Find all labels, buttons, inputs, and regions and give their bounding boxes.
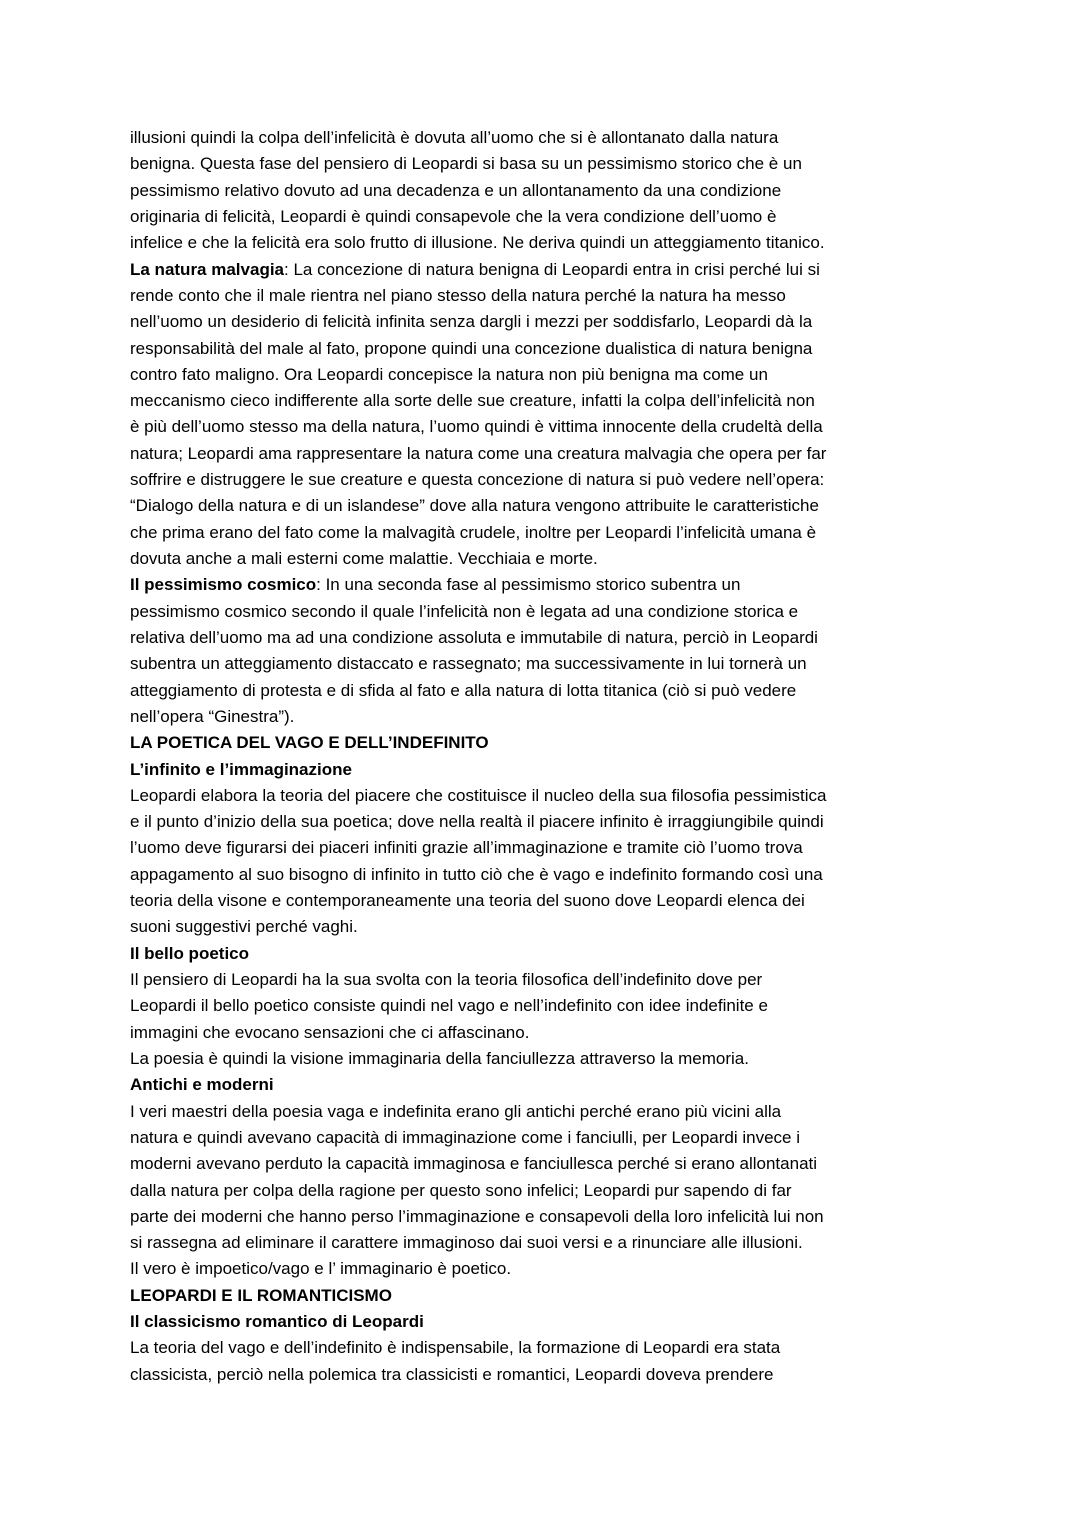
- bold-text-run: LA POETICA DEL VAGO E DELL’INDEFINITO: [130, 733, 489, 753]
- text-line: [130, 257, 970, 283]
- text-line: [130, 283, 970, 309]
- text-run: soffrire e distruggere le sue creature e questa concezione di natura si può vedere nell’opera:: [130, 470, 825, 490]
- text-run: Leopardi il bello poetico consiste quindi nel vago e nell’indefinito con idee indefinite e: [130, 996, 768, 1016]
- text-run: rende conto che il male rientra nel piano stesso della natura perché la natura ha messo: [130, 285, 786, 305]
- text-run: Il pensiero di Leopardi ha la sua svolta con la teoria filosofica dell’indefinito dove per: [130, 970, 763, 989]
- text-line: [130, 546, 970, 572]
- text-line: [130, 204, 970, 230]
- text-run: nell’opera “Ginestra”).: [130, 706, 295, 726]
- text-line: [130, 1020, 970, 1046]
- text-run: si rassegna ad eliminare il carattere immaginoso dai suoi versi e a rinunciare alle illusioni.: [130, 1233, 803, 1253]
- text-run: “Dialogo della natura e di un islandese” dove alla natura vengono attribuite le caratteristiche: [130, 496, 819, 516]
- text-line: [130, 1230, 970, 1256]
- bold-text-run: Antichi e moderni: [130, 1075, 274, 1095]
- text-run: : In una seconda fase al pessimismo storico subentra un: [316, 575, 741, 595]
- text-line: [130, 441, 970, 467]
- bold-text-run: LEOPARDI E IL ROMANTICISMO: [130, 1285, 392, 1305]
- text-line: [130, 599, 970, 625]
- text-line: [130, 993, 970, 1019]
- text-run: originaria di felicità, Leopardi è quindi consapevole che la vera condizione dell’uomo è: [130, 206, 777, 226]
- text-line: [130, 1256, 970, 1282]
- text-line: [130, 151, 970, 177]
- text-run: atteggiamento di protesta e di sfida al fato e alla natura di lotta titanica (ciò si può vedere: [130, 680, 797, 700]
- text-line: [130, 625, 970, 651]
- text-run: e il punto d’inizio della sua poetica; dove nella realtà il piacere infinito è irraggiungibile quindi: [130, 812, 824, 832]
- text-line: [130, 651, 970, 677]
- text-line: [130, 1125, 970, 1151]
- text-run: contro fato maligno. Ora Leopardi concepisce la natura non più benigna ma come un: [130, 364, 768, 384]
- text-run: responsabilità del male al fato, propone quindi una concezione dualistica di natura benigna: [130, 338, 813, 358]
- text-run: che prima erano del fato come la malvagità crudele, inoltre per Leopardi l’infelicità umana è: [130, 522, 817, 542]
- text-run: natura e quindi avevano capacità di immaginazione come i fanciulli, per Leopardi invece i: [130, 1127, 801, 1147]
- section-heading: [130, 1283, 970, 1309]
- text-run: : La concezione di natura benigna di Leopardi entra in crisi perché lui si: [284, 259, 820, 279]
- text-run: meccanismo cieco indifferente alla sorte delle sue creature, infatti la colpa dell’infelicità non: [130, 391, 815, 411]
- text-line: [130, 809, 970, 835]
- bold-text-run: Il bello poetico: [130, 943, 250, 963]
- text-run: nell’uomo un desiderio di felicità infinita senza dargli i mezzi per soddisfarlo, Leopardi dà la: [130, 312, 813, 332]
- text-run: pessimismo cosmico secondo il quale l’infelicità non è legata ad una condizione storica e: [130, 601, 799, 621]
- text-run: Il vero è impoetico/vago e l’ immaginario è poetico.: [130, 1259, 512, 1279]
- subsection-heading: [130, 1072, 970, 1098]
- text-run: illusioni quindi la colpa dell’infelicità è dovuta all’uomo che si è allontanato dalla natura: [130, 128, 779, 147]
- text-run: Leopardi elabora la teoria del piacere che costituisce il nucleo della sua filosofia pessimistica: [130, 785, 827, 805]
- text-run: La poesia è quindi la visione immaginaria della fanciullezza attraverso la memoria.: [130, 1048, 749, 1068]
- text-run: dalla natura per colpa della ragione per questo sono infelici; Leopardi pur sapendo di far: [130, 1180, 792, 1200]
- bold-text-run: La natura malvagia: [130, 259, 285, 279]
- text-line: [130, 309, 970, 335]
- text-line: [130, 362, 970, 388]
- text-line: [130, 1099, 970, 1125]
- text-line: [130, 230, 970, 256]
- text-line: [130, 967, 970, 993]
- text-run: subentra un atteggiamento distaccato e rassegnato; ma successivamente in lui tornerà un: [130, 654, 807, 674]
- text-run: infelice e che la felicità era solo frutto di illusione. Ne deriva quindi un atteggiamento titanico.: [130, 233, 825, 253]
- text-line: [130, 1335, 970, 1361]
- document-text: [130, 125, 970, 1388]
- text-run: classicista, perciò nella polemica tra classicisti e romantici, Leopardi doveva prendere: [130, 1364, 774, 1384]
- text-line: [130, 914, 970, 940]
- text-line: [130, 388, 970, 414]
- subsection-heading: [130, 1309, 970, 1335]
- text-run: dovuta anche a mali esterni come malattie. Vecchiaia e morte.: [130, 549, 598, 568]
- text-line: [130, 493, 970, 519]
- subsection-heading: [130, 757, 970, 783]
- bold-text-run: Il pessimismo cosmico: [130, 575, 317, 595]
- text-run: immagini che evocano sensazioni che ci affascinano.: [130, 1022, 530, 1042]
- text-line: [130, 1151, 970, 1177]
- text-run: l’uomo deve figurarsi dei piaceri infiniti grazie all’immaginazione e tramite ciò l’uomo trova: [130, 838, 803, 858]
- subsection-heading: [130, 941, 970, 967]
- text-run: moderni avevano perduto la capacità immaginosa e fanciullesca perché si erano allontanati: [130, 1154, 818, 1174]
- text-line: [130, 1204, 970, 1230]
- text-line: [130, 1362, 970, 1388]
- text-line: [130, 572, 970, 598]
- text-line: [130, 178, 970, 204]
- text-line: [130, 835, 970, 861]
- text-line: [130, 783, 970, 809]
- text-run: benigna. Questa fase del pensiero di Leopardi si basa su un pessimismo storico che è un: [130, 154, 802, 174]
- text-line: [130, 1046, 970, 1072]
- text-line: [130, 467, 970, 493]
- text-line: [130, 125, 970, 151]
- bold-text-run: L’infinito e l’immaginazione: [130, 759, 352, 779]
- text-line: [130, 678, 970, 704]
- text-run: I veri maestri della poesia vaga e indefinita erano gli antichi perché erano più vicini alla: [130, 1101, 782, 1121]
- text-line: [130, 888, 970, 914]
- text-run: appagamento al suo bisogno di infinito in tutto ciò che è vago e indefinito formando così una: [130, 864, 823, 884]
- text-line: [130, 704, 970, 730]
- text-run: suoni suggestivi perché vaghi.: [130, 917, 358, 937]
- text-run: relativa dell’uomo ma ad una condizione assoluta e immutabile di natura, perciò in Leopardi: [130, 627, 818, 647]
- text-line: [130, 520, 970, 546]
- text-run: pessimismo relativo dovuto ad una decadenza e un allontanamento da una condizione: [130, 180, 782, 200]
- text-run: è più dell’uomo stesso ma della natura, l’uomo quindi è vittima innocente della crudeltà della: [130, 417, 823, 437]
- bold-text-run: Il classicismo romantico di Leopardi: [130, 1312, 424, 1332]
- text-run: La teoria del vago e dell’indefinito è indispensabile, la formazione di Leopardi era stata: [130, 1338, 781, 1358]
- text-run: parte dei moderni che hanno perso l’immaginazione e consapevoli della loro infelicità lui non: [130, 1206, 824, 1226]
- section-heading: [130, 730, 970, 756]
- text-run: teoria della visone e contemporaneamente una teoria del suono dove Leopardi elenca dei: [130, 891, 805, 911]
- text-run: natura; Leopardi ama rappresentare la natura come una creatura malvagia che opera per far: [130, 443, 827, 463]
- text-line: [130, 862, 970, 888]
- text-line: [130, 414, 970, 440]
- text-line: [130, 336, 970, 362]
- text-line: [130, 1178, 970, 1204]
